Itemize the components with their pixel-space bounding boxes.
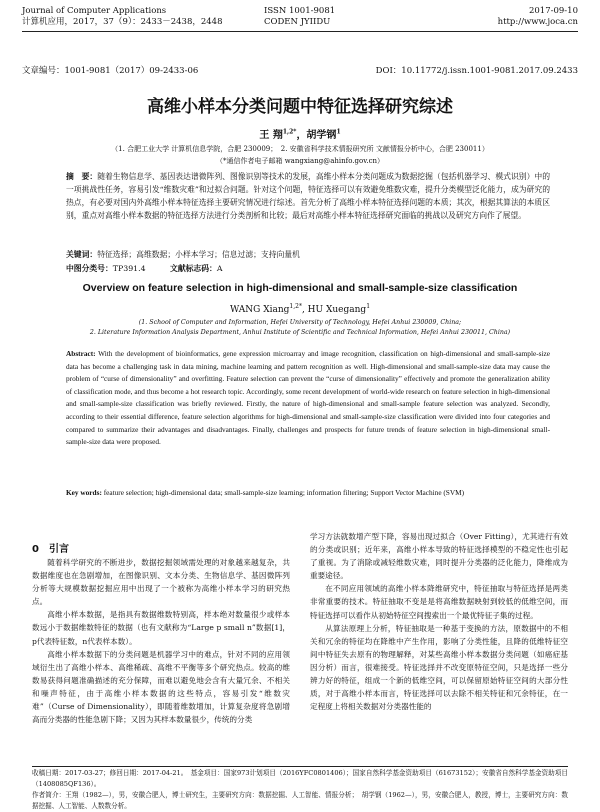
en-keywords-text: feature selection; high-dimensional data; small-sample-size learning; information filtering; Support Vector Machine (SVM) xyxy=(103,488,465,497)
cn-author-1-sup: 1,2* xyxy=(282,128,297,136)
cn-affiliation: （1. 合肥工业大学 计算机信息学院，合肥 230009； 2. 安徽省科学技术情报研究所 文献情报分析中心，合肥 230011） xyxy=(111,145,489,153)
header-rule xyxy=(22,31,578,32)
journal-name: Journal of Computer Applications xyxy=(22,6,167,16)
en-abstract xyxy=(66,348,550,449)
en-author-1: WANG Xiang xyxy=(229,305,290,315)
pub-date: 2017-09-10 xyxy=(528,6,578,16)
cn-authors xyxy=(0,126,600,141)
clc-value: TP391.4 xyxy=(112,264,146,273)
left-column xyxy=(32,556,290,726)
left-paragraph: 随着科学研究的不断进步，数据挖掘领域需处理的对象越来越复杂，共数据维度也在急剧增加，在图像识别、文本分类、生物信息学、基因微阵列分析等大规模数据挖掘应用中出现了一个被称为高维小样本学习的研究热点。 xyxy=(32,558,290,607)
journal-volume: 计算机应用，2017，37（9）：2433－2438，2448 xyxy=(22,17,223,27)
cn-author-2: ，胡学钢 xyxy=(296,130,337,141)
cn-author-2-sup: 1 xyxy=(336,128,341,136)
en-authors xyxy=(0,303,600,315)
en-keywords xyxy=(66,487,550,500)
article-number: 文章编号：1001-9081（2017）09-2433-06 xyxy=(22,66,199,76)
cn-abstract-text: 随着生物信息学、基因表达谱微阵列、图像识别等技术的发展，高维小样本分类问题成为数据挖掘（包括机器学习、模式识别）中的一项挑战性任务，容易引发“维数灾难”和过拟合问题。针对这个问题，特征选择可以有效避免维数灾难，提升分类模型泛化能力，成为研究的热点，有必要对国内外高维小样本特征选择主要研究情况进行综述。首先分析了高维小样本特征选择问题的本质；其次，根据其算法的本质区别，重点对高维小样本数据的特征选择方法进行分类剖析和比较；最后对高维小样本特征选择研究面临的挑战以及研究方向作了展望。 xyxy=(66,172,551,220)
issn: ISSN 1001-9081 xyxy=(264,6,336,16)
left-paragraph: 高维小样本数据下的分类问题是机器学习中的难点，针对不同的应用领域衍生出了高维小样本、高维稀疏、高维不平衡等多个研究热点。较高的维数易获得问题准确描述的充分保障，而难以避免地会含有大量冗余、不相关和噪声特征，由于高维小样本数据的这些特点，容易引发“维数灾难”（Curse of Dimensionality），即随着维数增加，计算复杂度将急剧增高而分类器的性能急剧下降；又因为其样本数量很少，传统的分类 xyxy=(32,649,290,725)
en-abstract-text: With the development of bioinformatics, gene expression microarray and image recognition, classification on high-dimensional and small-sample-size data has become a challenging task in data mining, machine learning and pattern recognition as well. High-dimensional and small-sample-size data may cause the problem of “curse of dimensionality” and overfitting. Feature selection can prevent the “curse of dimensionality” effectively and promote the generalization ability of classification mode, and thus become a hot research topic. Accordingly, some recent development of world-wide research on feature selection in high-dimensional and small-sample-size classification was briefly reviewed. Firstly, the nature of high-dimensional and small-sample feature selection was analyzed. Secondly, according to their essential difference, feature selection algorithms for high-dimensional and small-sample-size classification were divided into four categories and compared to summarize their advantages and disadvantages. Finally, challenges and prospects for future trends of feature selection in high-dimensional small-sample-size data were proposed. xyxy=(66,349,550,447)
footnote-rule xyxy=(32,766,568,767)
left-paragraph: 高维小样本数据，是指具有数据维数特别高，样本绝对数量很少或样本数远小于数据维数特征的数据（也有文献称为“Large p small n”数据[1]，p代表特征数，n代表样本数）。 xyxy=(32,610,290,646)
cn-keywords-text: 特征选择；高维数据；小样本学习；信息过滤；支持向量机 xyxy=(97,250,300,259)
doc-code-value: A xyxy=(216,264,223,273)
section-heading: 0 引言 xyxy=(32,544,69,555)
en-author-2: , HU Xuegang xyxy=(301,305,367,315)
doi: DOI：10.11772/j.issn.1001-9081.2017.09.2433 xyxy=(375,66,578,76)
footnote-bio: 作者简介：王翔（1982—），男，安徽合肥人，博士研究生，主要研究方向：数据挖掘、人工智能、情报分析； 胡学钢（1962—），男，安徽合肥人，教授，博士，主要研究方向：数据挖掘、人工智能、人数数分析。 xyxy=(32,791,568,810)
journal-site: http://www.joca.cn xyxy=(497,17,578,27)
en-title: Overview on feature selection in high-dimensional and small-sample-size classification xyxy=(82,282,518,294)
right-paragraph: 在不同应用领域的高维小样本降维研究中，特征抽取与特征选择是两类非常重要的技术。特征抽取不变是是将高维数据映射到较低的低维空间，而特征选择可以看作从初始特征空间搜索出一个最优特征子集的过程。 xyxy=(310,584,568,620)
coden: CODEN JYIIDU xyxy=(264,17,331,27)
cn-abstract xyxy=(66,170,550,222)
cn-classification xyxy=(66,262,550,275)
clc-label: 中图分类号： xyxy=(66,264,113,273)
en-abstract-label: Abstract: xyxy=(66,349,96,358)
en-author-2-sup: 1 xyxy=(366,303,371,310)
en-affiliation-2: 2. Literature Information Analysis Department, Anhui Institute of Scientific and Technical Information, Hefei Anhui 230011, China) xyxy=(89,329,511,336)
cn-email: （*通信作者电子邮箱 wangxiang@ahinfo.gov.cn） xyxy=(215,157,385,165)
en-author-1-sup: 1,2* xyxy=(289,303,302,310)
footnote-received: 收稿日期：2017-03-27；修回日期：2017-04-21。 基金项目：国家973计划项目（2016YFC0801406）；国家自然科学基金资助项目（61673152）；安徽省自然科学基金资助项目（1408085QF136）。 xyxy=(32,769,568,788)
cn-title: 高维小样本分类问题中特征选择研究综述 xyxy=(147,97,453,117)
cn-keywords-label: 关键词： xyxy=(66,250,98,259)
right-paragraph: 学习方法就数增产型下降，容易出现过拟合（Over Fitting），尤其进行有效的分类或识别；近年来，高维小样本导致的特征选择模型的不稳定性也引起了重视。为了消除或减轻维数灾难，同时提升分类器的泛化能力，降维成为重要途径。 xyxy=(310,532,568,581)
en-keywords-label: Key words: xyxy=(66,488,102,497)
cn-author-1: 王 翔 xyxy=(259,130,283,141)
cn-keywords xyxy=(66,248,550,261)
cn-abstract-label: 摘 要： xyxy=(66,172,98,181)
doc-code-label: 文献标志码： xyxy=(170,264,217,273)
en-affiliation-1: (1. School of Computer and Information, Hefei University of Technology, Hefei Anhui 230009, China; xyxy=(138,319,462,326)
right-column xyxy=(310,530,568,713)
right-paragraph: 从算法原理上分析，特征抽取是一种基于变换的方法，原数据中的不相关和冗余的特征均在降维中产生作用，影响了分类性能，且降的低维特征空间中特征失去原有的物理解释，对某些高维小样本数据分类问题（如癌症基因分析）而言，很难接受。特征选择并不改变原特征空间，只是选择一些分辨力好的特征，组成一个新的低维空间，可以保留原始特征空间的大部分性质，对于高维小样本而言，特征选择可以去除不相关特征和冗余特征，在一定程度上将相关数据对分类器性能的 xyxy=(310,623,568,712)
